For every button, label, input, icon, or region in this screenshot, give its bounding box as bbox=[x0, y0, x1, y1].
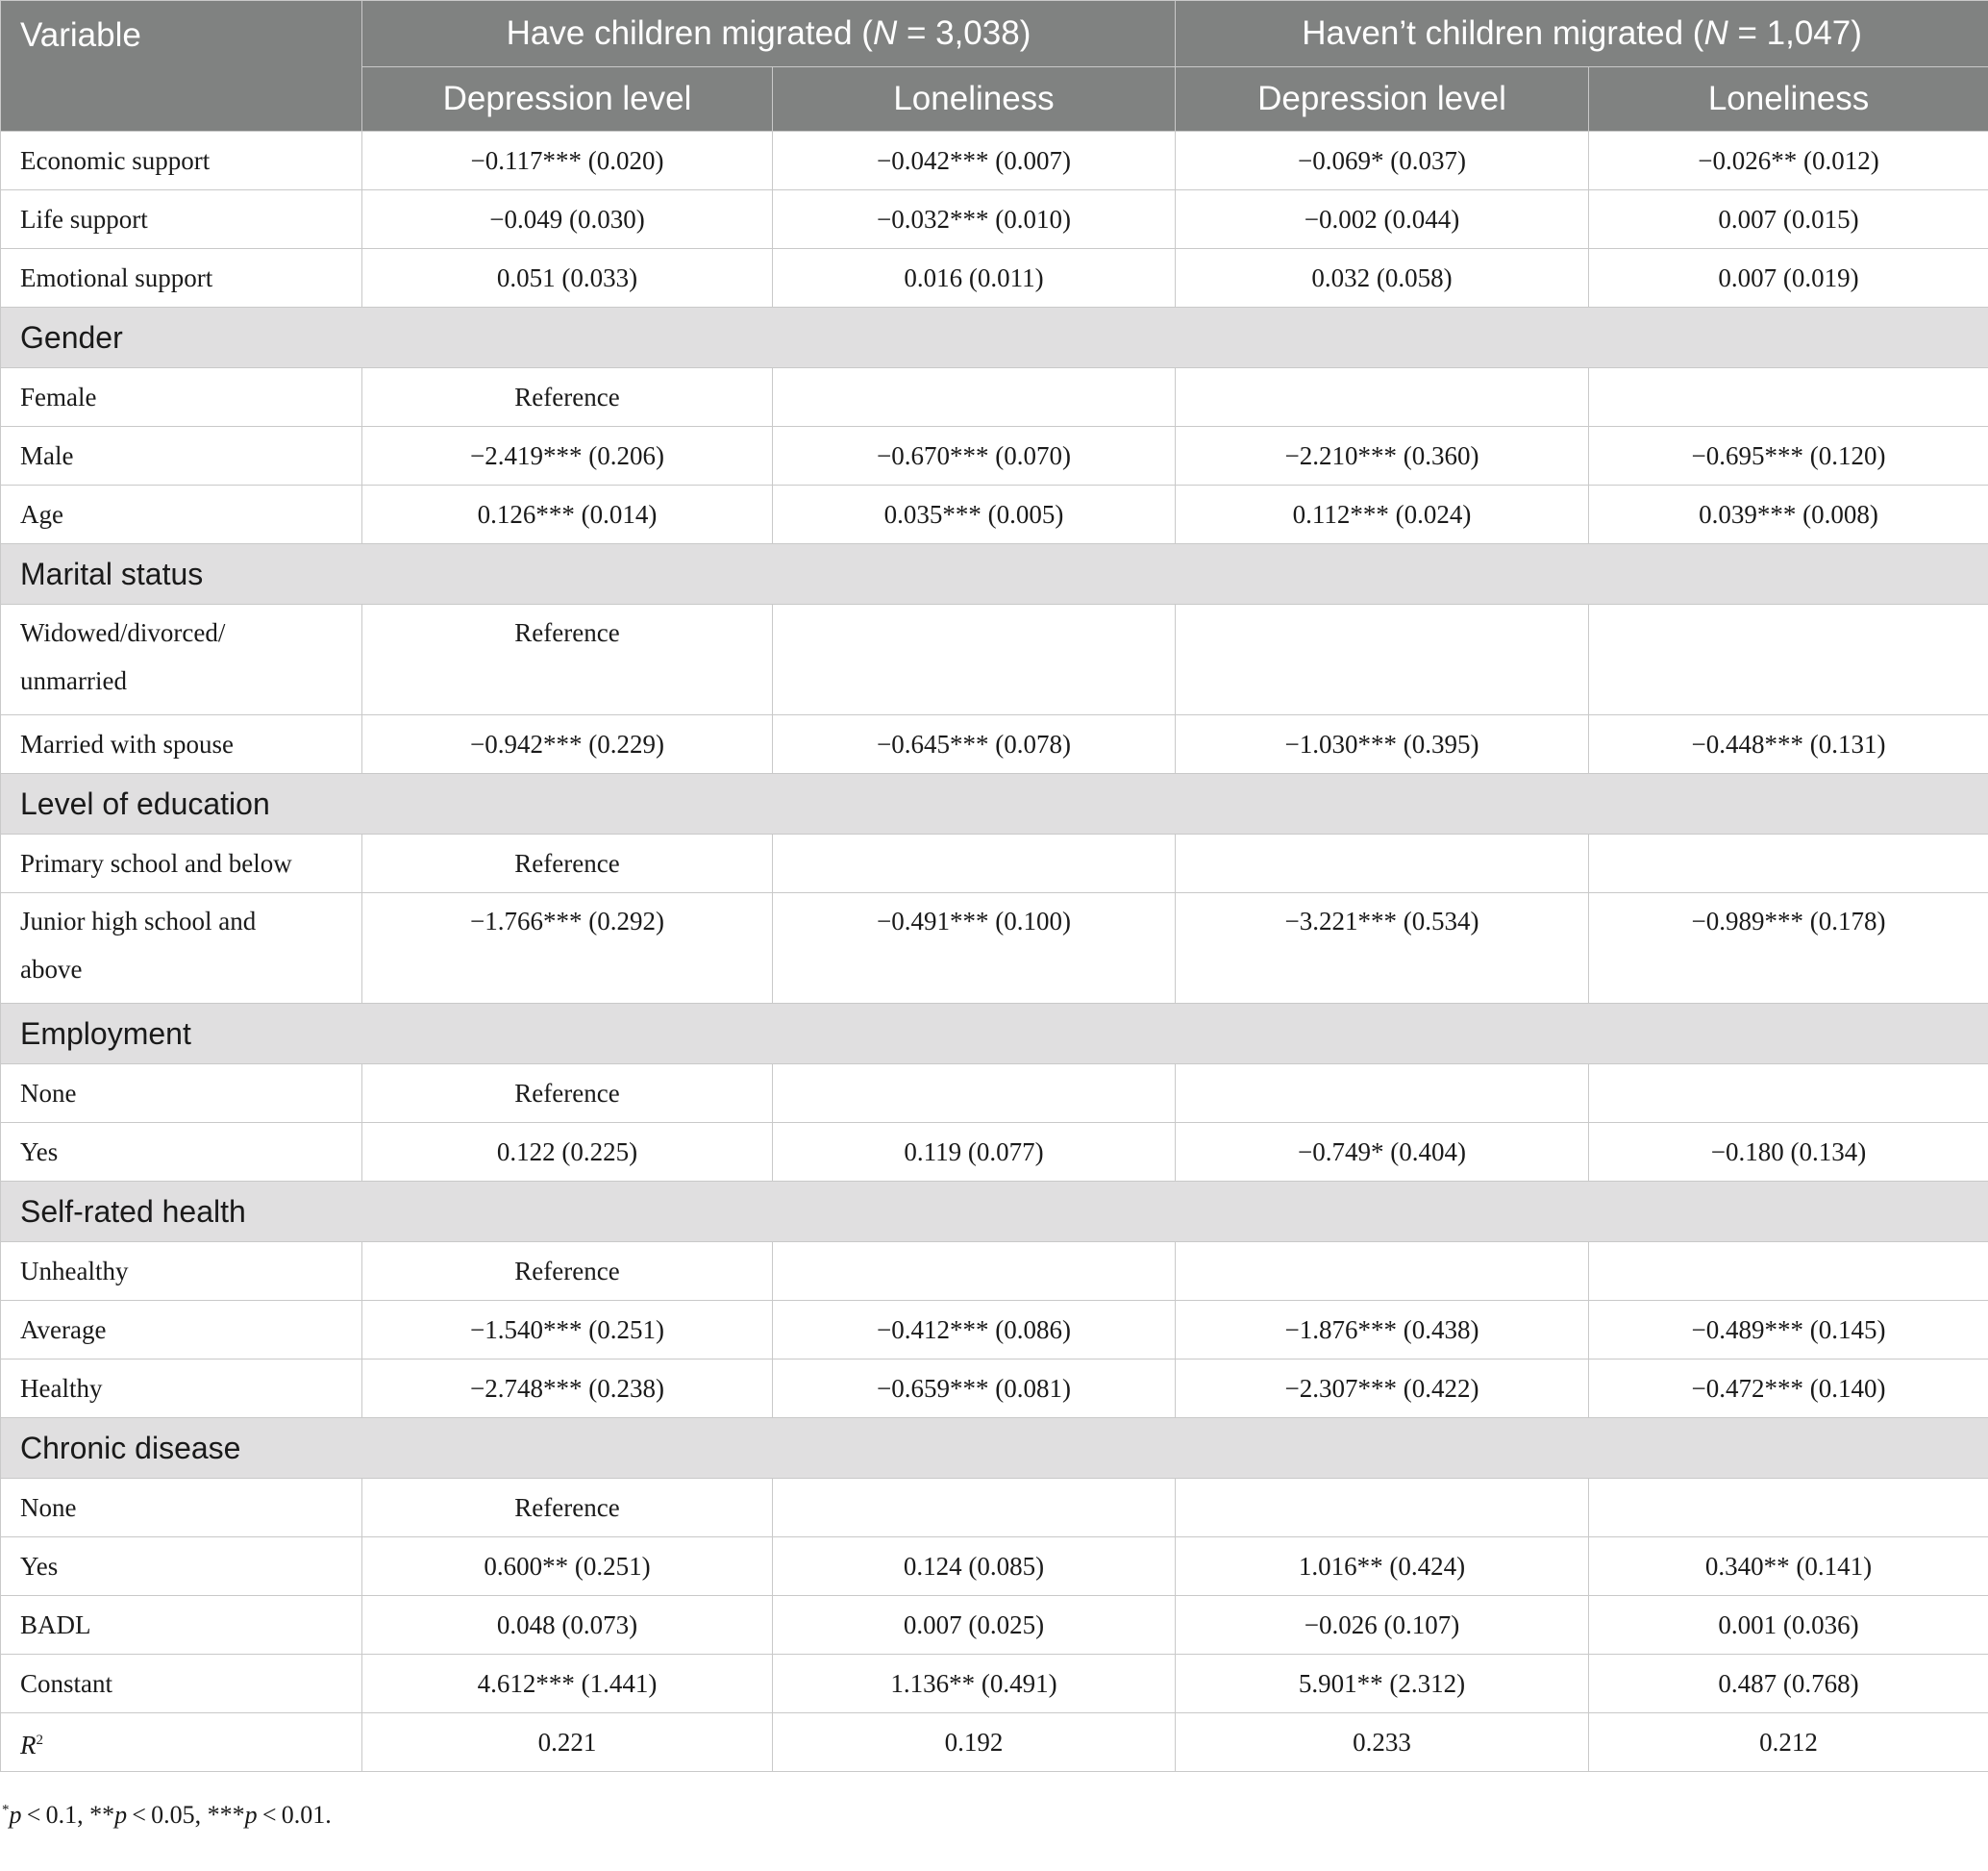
group-row bbox=[1, 1182, 1988, 1242]
row-label: Average bbox=[1, 1301, 362, 1360]
table-cell: 0.221 bbox=[362, 1713, 773, 1772]
table-row bbox=[1, 1713, 1988, 1772]
table-cell: −0.659*** (0.081) bbox=[773, 1360, 1176, 1418]
table-cell: −0.670*** (0.070) bbox=[773, 427, 1176, 486]
table-row bbox=[1, 835, 1988, 893]
table-cell: Reference bbox=[362, 605, 773, 715]
table-cell bbox=[1176, 835, 1589, 893]
subheader-depression: Depression level bbox=[1176, 67, 1589, 132]
table-cell: −0.002 (0.044) bbox=[1176, 190, 1589, 249]
table-cell: 0.001 (0.036) bbox=[1589, 1596, 1988, 1655]
table-cell: 0.126*** (0.014) bbox=[362, 486, 773, 544]
table-cell: −0.049 (0.030) bbox=[362, 190, 773, 249]
table-cell: −0.491*** (0.100) bbox=[773, 893, 1176, 1004]
table-cell: 4.612*** (1.441) bbox=[362, 1655, 773, 1713]
table-cell: 0.124 (0.085) bbox=[773, 1537, 1176, 1596]
table-row bbox=[1, 1242, 1988, 1301]
table-cell: −2.307*** (0.422) bbox=[1176, 1360, 1589, 1418]
table-cell: −0.749* (0.404) bbox=[1176, 1123, 1589, 1182]
table-cell: −0.026 (0.107) bbox=[1176, 1596, 1589, 1655]
row-label: Primary school and below bbox=[1, 835, 362, 893]
table-cell: −0.448*** (0.131) bbox=[1589, 715, 1988, 774]
table-cell: 0.487 (0.768) bbox=[1589, 1655, 1988, 1713]
table-footnote: *p < 0.1, **p < 0.05, ***p < 0.01. bbox=[2, 1801, 332, 1829]
table-cell: Reference bbox=[362, 368, 773, 427]
table-cell: 5.901** (2.312) bbox=[1176, 1655, 1589, 1713]
table-cell bbox=[1589, 605, 1988, 715]
table-row bbox=[1, 427, 1988, 486]
row-label: Male bbox=[1, 427, 362, 486]
row-label: Constant bbox=[1, 1655, 362, 1713]
group-label: Self-rated health bbox=[1, 1182, 1988, 1242]
row-label bbox=[1, 605, 362, 715]
table-cell: −3.221*** (0.534) bbox=[1176, 893, 1589, 1004]
row-label: Age bbox=[1, 486, 362, 544]
table-cell: −0.489*** (0.145) bbox=[1589, 1301, 1988, 1360]
table-cell: −0.069* (0.037) bbox=[1176, 132, 1589, 190]
table-row bbox=[1, 1655, 1988, 1713]
table-cell: 0.600** (0.251) bbox=[362, 1537, 773, 1596]
row-label-line: Junior high school and bbox=[20, 907, 257, 936]
table-row bbox=[1, 1537, 1988, 1596]
table-cell: 0.112*** (0.024) bbox=[1176, 486, 1589, 544]
table-cell: 0.007 (0.015) bbox=[1589, 190, 1988, 249]
subheader-depression: Depression level bbox=[362, 67, 773, 132]
table-cell: −0.042*** (0.007) bbox=[773, 132, 1176, 190]
table-cell: 0.048 (0.073) bbox=[362, 1596, 773, 1655]
table-row bbox=[1, 1360, 1988, 1418]
variable-header: Variable bbox=[1, 1, 362, 132]
group-row bbox=[1, 544, 1988, 605]
row-label: Healthy bbox=[1, 1360, 362, 1418]
row-label: BADL bbox=[1, 1596, 362, 1655]
table-cell: 0.039*** (0.008) bbox=[1589, 486, 1988, 544]
table-row bbox=[1, 1064, 1988, 1123]
table-cell: Reference bbox=[362, 835, 773, 893]
table-cell: Reference bbox=[362, 1242, 773, 1301]
table-cell bbox=[773, 1064, 1176, 1123]
table-cell: −1.766*** (0.292) bbox=[362, 893, 773, 1004]
row-label-line: unmarried bbox=[20, 666, 127, 695]
table-cell: −0.032*** (0.010) bbox=[773, 190, 1176, 249]
group-row bbox=[1, 1004, 1988, 1064]
table-cell: −0.412*** (0.086) bbox=[773, 1301, 1176, 1360]
group-header-migrated: Have children migrated (N = 3,038) bbox=[362, 1, 1176, 67]
table-row bbox=[1, 1596, 1988, 1655]
table-cell bbox=[1589, 1479, 1988, 1537]
table-cell: −0.026** (0.012) bbox=[1589, 132, 1988, 190]
table-row bbox=[1, 1479, 1988, 1537]
table-cell: 0.051 (0.033) bbox=[362, 249, 773, 308]
table-cell: −0.645*** (0.078) bbox=[773, 715, 1176, 774]
table-cell: −0.117*** (0.020) bbox=[362, 132, 773, 190]
group-label: Level of education bbox=[1, 774, 1988, 835]
row-label bbox=[1, 893, 362, 1004]
table-cell bbox=[773, 605, 1176, 715]
table-cell bbox=[773, 835, 1176, 893]
row-label: Economic support bbox=[1, 132, 362, 190]
table-header bbox=[1, 1, 1988, 132]
subheader-loneliness: Loneliness bbox=[773, 67, 1176, 132]
table-cell bbox=[1589, 1242, 1988, 1301]
table-row bbox=[1, 368, 1988, 427]
table-cell: −1.876*** (0.438) bbox=[1176, 1301, 1589, 1360]
table-row bbox=[1, 605, 1988, 715]
row-label: Unhealthy bbox=[1, 1242, 362, 1301]
subheader-loneliness: Loneliness bbox=[1589, 67, 1988, 132]
table-cell: 0.032 (0.058) bbox=[1176, 249, 1589, 308]
table-cell: 0.212 bbox=[1589, 1713, 1988, 1772]
table-cell: Reference bbox=[362, 1064, 773, 1123]
table-row bbox=[1, 132, 1988, 190]
table-cell: 0.192 bbox=[773, 1713, 1176, 1772]
table-cell bbox=[1176, 1479, 1589, 1537]
table-cell: −0.989*** (0.178) bbox=[1589, 893, 1988, 1004]
table-cell bbox=[1589, 1064, 1988, 1123]
table-cell: −0.695*** (0.120) bbox=[1589, 427, 1988, 486]
table-cell: 0.122 (0.225) bbox=[362, 1123, 773, 1182]
table-cell: Reference bbox=[362, 1479, 773, 1537]
table-cell: −2.748*** (0.238) bbox=[362, 1360, 773, 1418]
table-cell: −2.419*** (0.206) bbox=[362, 427, 773, 486]
table-cell: −0.472*** (0.140) bbox=[1589, 1360, 1988, 1418]
table-cell: 0.035*** (0.005) bbox=[773, 486, 1176, 544]
table-cell: 0.340** (0.141) bbox=[1589, 1537, 1988, 1596]
table-cell: 0.007 (0.019) bbox=[1589, 249, 1988, 308]
group-row bbox=[1, 1418, 1988, 1479]
table-cell: 1.016** (0.424) bbox=[1176, 1537, 1589, 1596]
row-label-line: Widowed/divorced/ bbox=[20, 618, 226, 647]
group-row bbox=[1, 308, 1988, 368]
table-cell bbox=[1176, 368, 1589, 427]
row-label: Yes bbox=[1, 1537, 362, 1596]
table-row bbox=[1, 893, 1988, 1004]
table-cell: 0.233 bbox=[1176, 1713, 1589, 1772]
table-row bbox=[1, 486, 1988, 544]
table-row bbox=[1, 249, 1988, 308]
group-label: Employment bbox=[1, 1004, 1988, 1064]
table-cell bbox=[1176, 1064, 1589, 1123]
table-row bbox=[1, 1123, 1988, 1182]
group-header-not-migrated: Haven’t children migrated (N = 1,047) bbox=[1176, 1, 1988, 67]
table-cell: −0.180 (0.134) bbox=[1589, 1123, 1988, 1182]
table-cell bbox=[1176, 605, 1589, 715]
table-row bbox=[1, 1301, 1988, 1360]
table-cell: 1.136** (0.491) bbox=[773, 1655, 1176, 1713]
table-cell bbox=[773, 368, 1176, 427]
table-cell: 0.119 (0.077) bbox=[773, 1123, 1176, 1182]
group-label: Chronic disease bbox=[1, 1418, 1988, 1479]
table-cell: −0.942*** (0.229) bbox=[362, 715, 773, 774]
table-cell: 0.007 (0.025) bbox=[773, 1596, 1176, 1655]
table-row bbox=[1, 715, 1988, 774]
table-cell bbox=[773, 1242, 1176, 1301]
table-row bbox=[1, 190, 1988, 249]
row-label-line: above bbox=[20, 955, 83, 984]
table-cell: −1.030*** (0.395) bbox=[1176, 715, 1589, 774]
row-label: None bbox=[1, 1479, 362, 1537]
group-label: Gender bbox=[1, 308, 1988, 368]
row-label: None bbox=[1, 1064, 362, 1123]
row-label: Married with spouse bbox=[1, 715, 362, 774]
row-label: Female bbox=[1, 368, 362, 427]
table-cell: 0.016 (0.011) bbox=[773, 249, 1176, 308]
table-cell bbox=[773, 1479, 1176, 1537]
table-cell: −1.540*** (0.251) bbox=[362, 1301, 773, 1360]
group-label: Marital status bbox=[1, 544, 1988, 605]
row-label: Emotional support bbox=[1, 249, 362, 308]
row-label: Life support bbox=[1, 190, 362, 249]
table-cell bbox=[1176, 1242, 1589, 1301]
table-cell bbox=[1589, 835, 1988, 893]
table-cell: −2.210*** (0.360) bbox=[1176, 427, 1589, 486]
row-label-r-squared: $R^2$ bbox=[1, 1713, 362, 1772]
row-label: Yes bbox=[1, 1123, 362, 1182]
table-cell bbox=[1589, 368, 1988, 427]
group-row bbox=[1, 774, 1988, 835]
